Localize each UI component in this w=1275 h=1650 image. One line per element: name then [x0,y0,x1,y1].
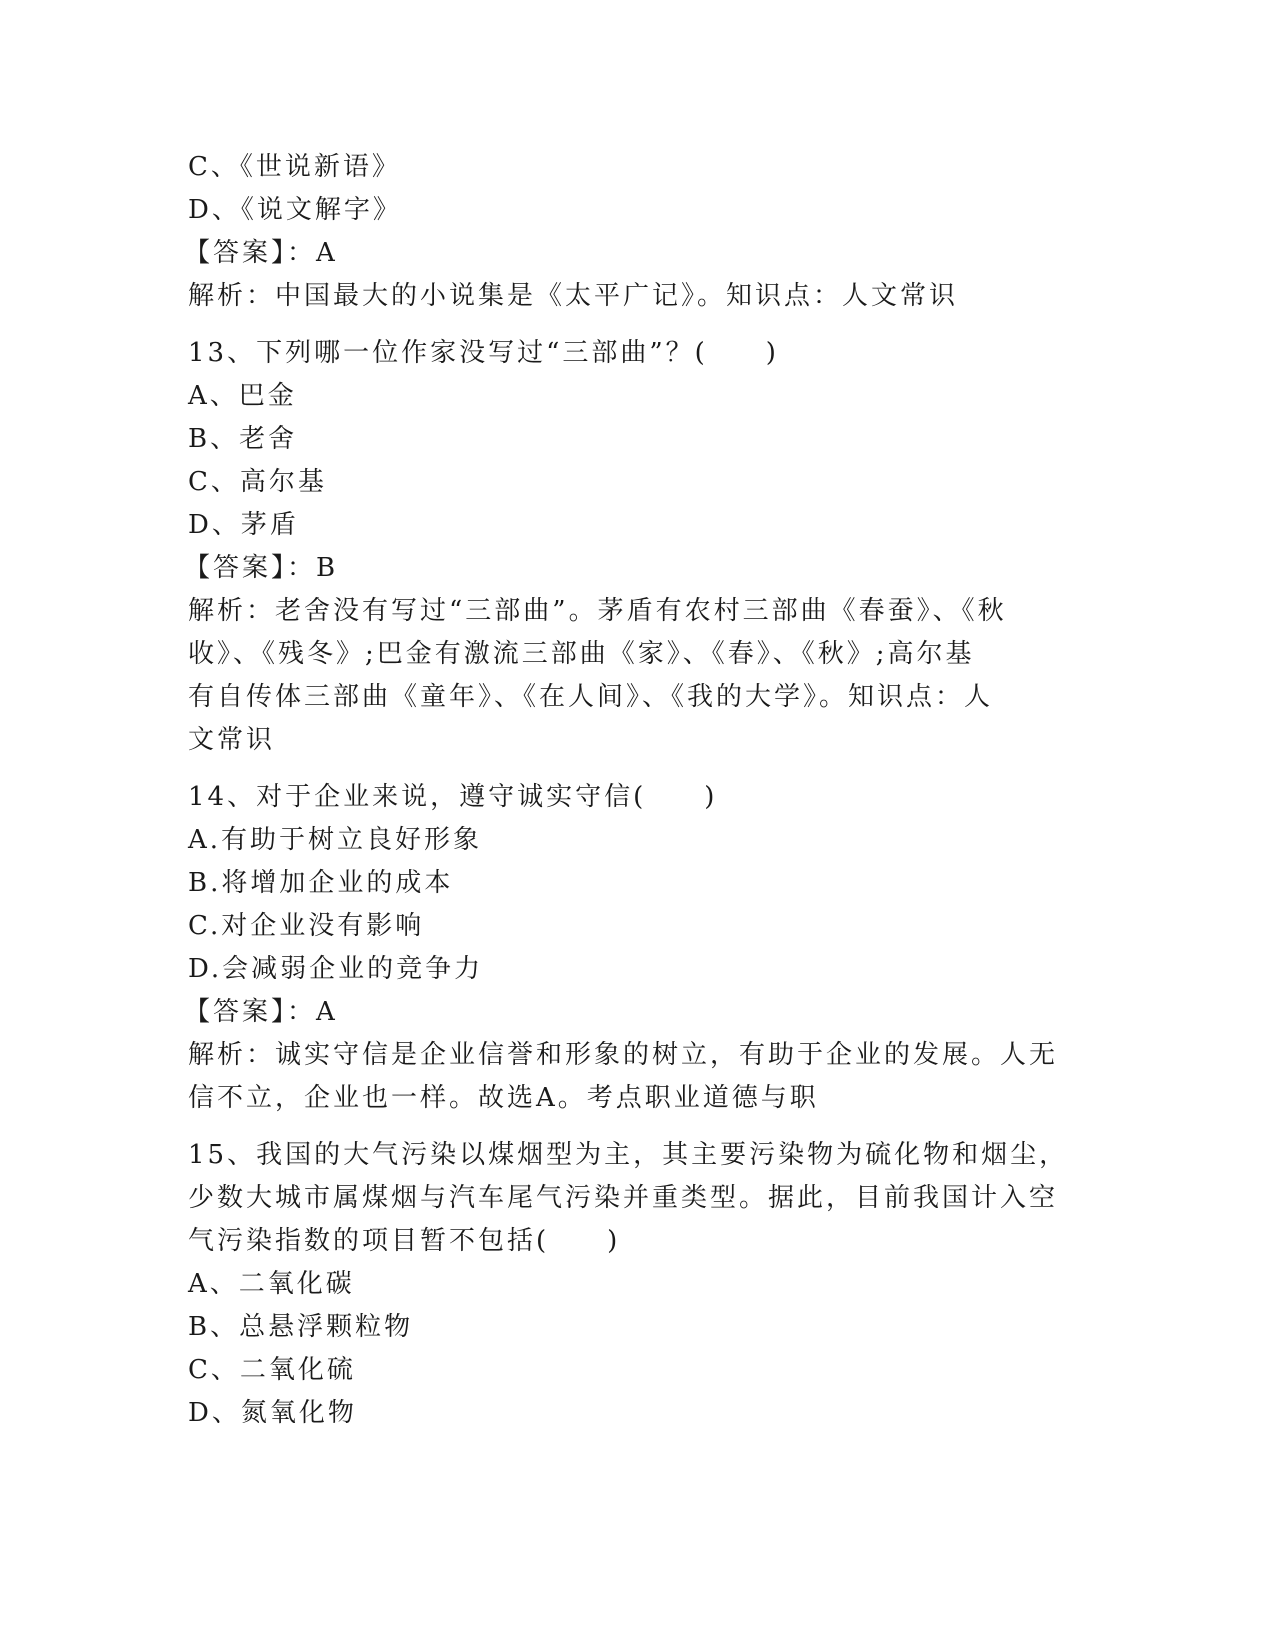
explanation: 解析：中国最大的小说集是《太平广记》。知识点：人文常识 [188,281,959,311]
question-15 [188,1134,1068,1435]
question-text: 14、对于企业来说，遵守诚实守信( ) [188,782,718,812]
option-c: C.对企业没有影响 [188,911,425,941]
explanation-line: 收》、《残冬》;巴金有激流三部曲《家》、《春》、《秋》;高尔基 [188,639,975,669]
option-b: B.将增加企业的成本 [188,868,454,898]
question-13 [184,332,1068,762]
explanation-line: 解析：老舍没有写过“三部曲”。茅盾有农村三部曲《春蚕》、《秋 [188,596,1007,626]
question-text-line: 少数大城市属煤烟与汽车尾气污染并重类型。据此，目前我国计入空 [188,1183,1059,1213]
option-c: C、高尔基 [188,467,327,497]
option-d: D、《说文解字》 [188,195,402,225]
option-a: A.有助于树立良好形象 [188,825,483,855]
option-d: D、氮氧化物 [188,1398,357,1428]
option-c: C、《世说新语》 [188,152,401,182]
question-14 [184,776,1068,1120]
option-b: B、总悬浮颗粒物 [188,1312,414,1342]
answer: 【答案】：A [184,997,338,1027]
option-c: C、二氧化硫 [188,1355,356,1385]
explanation-line: 有自传体三部曲《童年》、《在人间》、《我的大学》。知识点：人 [188,682,994,712]
question-12-tail [184,146,1068,318]
option-a: A、巴金 [188,381,297,411]
option-b: B、老舍 [188,424,298,454]
question-text: 13、下列哪一位作家没写过“三部曲”？( ) [188,338,779,368]
explanation-line: 解析：诚实守信是企业信誉和形象的树立，有助于企业的发展。人无 [188,1040,1059,1070]
option-d: D、茅盾 [188,510,299,540]
option-d: D.会减弱企业的竞争力 [188,954,484,984]
option-a: A、二氧化碳 [188,1269,355,1299]
question-text-line: 15、我国的大气污染以煤烟型为主，其主要污染物为硫化物和烟尘， [188,1140,1069,1170]
question-text-line: 气污染指数的项目暂不包括( ) [188,1226,621,1256]
answer: 【答案】：B [184,553,339,583]
document-page [184,146,1069,1435]
explanation-line: 文常识 [188,725,276,755]
answer: 【答案】：A [184,238,338,268]
explanation-line: 信不立，企业也一样。故选A。考点职业道德与职 [188,1083,819,1113]
